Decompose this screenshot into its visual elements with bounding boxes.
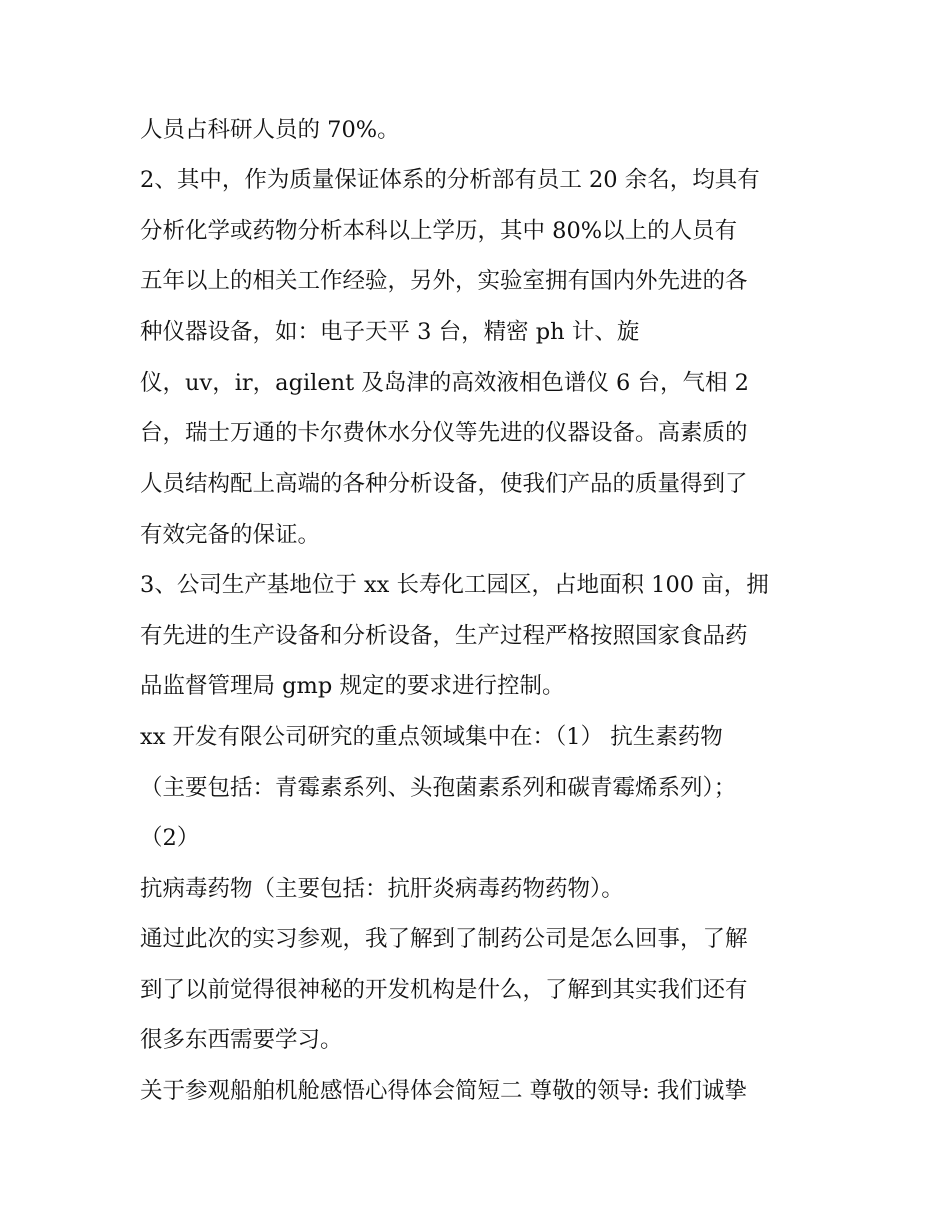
text-line: 五年以上的相关工作经验，另外，实验室拥有国内外先进的各 <box>140 268 748 294</box>
text-line: （2） <box>140 825 200 851</box>
text-line: 很多东西需要学习。 <box>140 1027 343 1053</box>
text-line: 人员占科研人员的 70%。 <box>140 117 400 143</box>
text-line: （主要包括：青霉素系列、头孢菌素系列和碳青霉烯系列）； <box>140 775 737 801</box>
text-line: 抗病毒药物（主要包括：抗肝炎病毒药物药物）。 <box>140 876 624 902</box>
text-line: 台，瑞士万通的卡尔费休水分仪等先进的仪器设备。高素质的 <box>140 420 748 446</box>
text-line: 2、其中，作为质量保证体系的分析部有员工 20 余名，均具有 <box>140 167 760 193</box>
text-line: 到了以前觉得很神秘的开发机构是什么，了解到其实我们还有 <box>140 977 748 1003</box>
text-line: 品监督管理局 gmp 规定的要求进行控制。 <box>140 673 565 699</box>
text-line: 通过此次的实习参观，我了解到了制药公司是怎么回事，了解 <box>140 926 748 952</box>
text-line: 有效完备的保证。 <box>140 522 321 548</box>
text-line: 3、公司生产基地位于 xx 长寿化工园区，占地面积 100 亩，拥 <box>140 572 769 598</box>
text-line: 有先进的生产设备和分析设备，生产过程严格按照国家食品药 <box>140 623 748 649</box>
text-line: xx 开发有限公司研究的重点领域集中在：（1） 抗生素药物 <box>140 724 723 750</box>
text-line: 仪，uv，ir，agilent 及岛津的高效液相色谱仪 6 台，气相 2 <box>140 370 749 396</box>
text-line: 种仪器设备，如：电子天平 3 台，精密 ph 计、旋 <box>140 319 640 345</box>
text-line: 人员结构配上高端的各种分析设备，使我们产品的质量得到了 <box>140 471 748 497</box>
text-line: 分析化学或药物分析本科以上学历，其中 80%以上的人员有 <box>140 218 738 244</box>
text-line: 关于参观船舶机舱感悟心得体会简短二 尊敬的领导: 我们诚挚 <box>140 1078 747 1104</box>
